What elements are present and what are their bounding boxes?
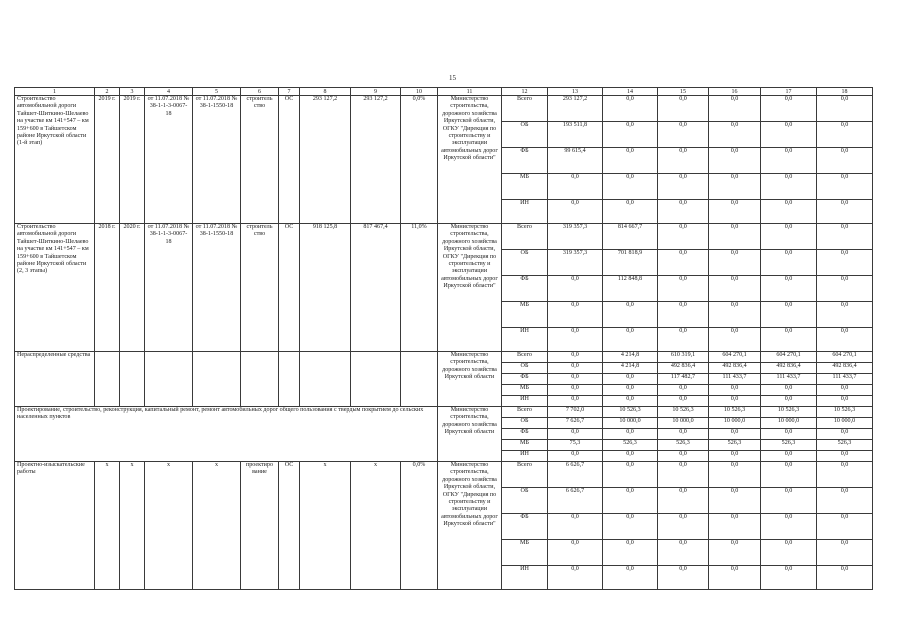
funding-value: 0,0 [761,96,817,122]
work-type: проектиро вание [241,462,279,590]
funding-value: 0,0 [761,396,817,407]
funding-value: 492 836,4 [658,363,709,374]
funding-source: ОБ [502,418,548,429]
table-row [15,407,873,418]
funding-value: 10 526,3 [761,407,817,418]
funding-value: 526,3 [603,440,658,451]
funding-source: ОБ [502,250,548,276]
funding-value: 0,0 [817,328,873,352]
column-number-8: 8 [300,88,351,96]
funding-value: 0,0 [603,302,658,328]
funding-value: 0,0 [658,328,709,352]
funding-value: 0,0 [761,302,817,328]
funding-value: 0,0 [817,396,873,407]
funding-value: 814 667,7 [603,224,658,250]
funding-value: 0,0 [761,540,817,566]
funding-source: ИН [502,451,548,462]
funding-value: 0,0 [603,396,658,407]
funding-value: 0,0 [548,302,603,328]
funding-source: МБ [502,174,548,200]
funding-value: 10 526,3 [709,407,761,418]
funding-value: 0,0 [603,429,658,440]
funding-value: 0,0 [709,328,761,352]
column-number-4: 4 [145,88,193,96]
funding-value: 0,0 [603,514,658,540]
funding-value: 10 000,0 [603,418,658,429]
empty-cell [95,352,120,407]
funding-value: 0,0 [709,148,761,174]
funding-value: 0,0 [603,200,658,224]
funding-value: 111 433,7 [817,374,873,385]
funding-value: 117 482,7 [658,374,709,385]
funding-value: 0,0 [658,488,709,514]
funding-source: Всего [502,224,548,250]
funding-value: 0,0 [817,540,873,566]
funding-value: 10 000,0 [658,418,709,429]
funding-value: 0,0 [709,566,761,590]
funding-value: 0,0 [603,374,658,385]
empty-cell [145,352,193,407]
responsible-executor: Министерство строительства, дорожного хозяйства Иркутской области, ОГКУ "Дирекция по строительству и эксплуатации автомобильных дорог Иркутской области" [438,96,502,224]
column-number-7: 7 [279,88,300,96]
funding-value: 0,0 [548,328,603,352]
end-year: 2020 г. [120,224,145,352]
funding-source: Всего [502,96,548,122]
funding-value: 6 626,7 [548,462,603,488]
funding-value: 0,0 [761,451,817,462]
funding-value: 0,0 [658,224,709,250]
funding-value: 0,0 [709,174,761,200]
funding-value: 0,0 [548,514,603,540]
funding-value: 0,0 [817,429,873,440]
funding-value: 0,0 [548,200,603,224]
empty-cell [279,352,300,407]
funding-value: 10 526,3 [817,407,873,418]
funding-value: 0,0 [603,488,658,514]
funding-value: 193 511,8 [548,122,603,148]
funding-value: 0,0 [709,514,761,540]
table-row [15,352,873,363]
funding-value: 0,0 [603,385,658,396]
funding-source: ФБ [502,429,548,440]
funding-value: 0,0 [761,276,817,302]
object-status: ОС [279,462,300,590]
funding-source: ФБ [502,276,548,302]
funding-value: 0,0 [761,566,817,590]
column-number-2: 2 [95,88,120,96]
funding-value: 0,0 [658,396,709,407]
funding-value: 0,0 [709,276,761,302]
construction-permit: от 11.07.2018 № 38-1-1550-18 [193,224,241,352]
funding-value: 0,0 [603,96,658,122]
funding-value: 0,0 [658,385,709,396]
project-name: Проектно-изыскательские работы [15,462,95,590]
funding-value: 0,0 [658,462,709,488]
funding-value: 10 526,3 [658,407,709,418]
funding-value: 526,3 [817,440,873,451]
funding-source: Всего [502,407,548,418]
funding-source: ОБ [502,122,548,148]
column-number-9: 9 [351,88,401,96]
funding-value: 0,0 [817,488,873,514]
funding-value: 0,0 [658,122,709,148]
funding-value: 0,0 [817,385,873,396]
funding-value: 0,0 [548,566,603,590]
empty-cell [401,352,438,407]
column-number-18: 18 [817,88,873,96]
empty-cell [300,352,351,407]
funding-value: 0,0 [817,276,873,302]
estimated-cost: x [300,462,351,590]
funding-value: 0,0 [548,429,603,440]
funding-value: 0,0 [548,385,603,396]
funding-value: 0,0 [761,224,817,250]
responsible-executor: Министерство строительства, дорожного хозяйства Иркутской области [438,407,502,462]
funding-value: 0,0 [658,514,709,540]
funding-value: 0,0 [761,514,817,540]
funding-value: 112 848,8 [603,276,658,302]
funding-source: МБ [502,440,548,451]
funding-value: 0,0 [658,96,709,122]
funding-value: 0,0 [709,302,761,328]
funding-value: 4 214,8 [603,363,658,374]
funding-value: 0,0 [603,566,658,590]
expertise-conclusion: x [145,462,193,590]
column-number-12: 12 [502,88,548,96]
funding-value: 0,0 [658,250,709,276]
funding-value: 0,0 [603,540,658,566]
funding-value: 0,0 [817,462,873,488]
funding-source: ФБ [502,514,548,540]
funding-value: 0,0 [817,514,873,540]
construction-permit: от 11.07.2018 № 38-1-1550-18 [193,96,241,224]
funding-value: 0,0 [817,302,873,328]
funding-value: 0,0 [658,540,709,566]
funding-source: Всего [502,462,548,488]
funding-value: 0,0 [817,148,873,174]
funding-value: 526,3 [658,440,709,451]
column-number-6: 6 [241,88,279,96]
funding-value: 0,0 [603,328,658,352]
remaining-cost: 293 127,2 [351,96,401,224]
funding-value: 0,0 [817,224,873,250]
funding-value: 0,0 [603,148,658,174]
funding-value: 319 357,3 [548,250,603,276]
funding-value: 492 836,4 [817,363,873,374]
readiness-percent: 11,0% [401,224,438,352]
readiness-percent: 0,0% [401,462,438,590]
funding-value: 0,0 [603,174,658,200]
column-number-row [15,88,873,96]
start-year: x [95,462,120,590]
expertise-conclusion: от 11.07.2018 № 38-1-1-3-0067-18 [145,224,193,352]
funding-value: 0,0 [709,540,761,566]
funding-source: ОБ [502,363,548,374]
funding-value: 610 319,1 [658,352,709,363]
responsible-executor: Министерство строительства, дорожного хозяйства Иркутской области, ОГКУ "Дирекция по строительству и эксплуатации автомобильных дорог Иркутской области" [438,224,502,352]
funding-value: 0,0 [658,276,709,302]
start-year: 2018 г. [95,224,120,352]
funding-value: 492 836,4 [761,363,817,374]
funding-value: 0,0 [603,122,658,148]
column-number-1: 1 [15,88,95,96]
funding-value: 0,0 [709,385,761,396]
funding-value: 4 214,8 [603,352,658,363]
funding-value: 0,0 [709,122,761,148]
funding-value: 7 702,0 [548,407,603,418]
empty-cell [193,352,241,407]
funding-source: МБ [502,302,548,328]
funding-value: 604 270,1 [817,352,873,363]
funding-source: Всего [502,352,548,363]
column-number-17: 17 [761,88,817,96]
funding-value: 0,0 [761,174,817,200]
work-type: строитель ство [241,96,279,224]
funding-value: 0,0 [761,328,817,352]
start-year: 2019 г. [95,96,120,224]
column-number-5: 5 [193,88,241,96]
funding-value: 6 626,7 [548,488,603,514]
funding-value: 10 000,0 [761,418,817,429]
funding-value: 0,0 [548,540,603,566]
expertise-conclusion: от 11.07.2018 № 38-1-1-3-0067-18 [145,96,193,224]
funding-value: 0,0 [658,451,709,462]
responsible-executor: Министерство строительства, дорожного хозяйства Иркутской области, ОГКУ "Дирекция по строительству и эксплуатации автомобильных дорог Иркутской области" [438,462,502,590]
funding-value: 0,0 [709,396,761,407]
funding-value: 0,0 [817,250,873,276]
activity-name: Нераспределенные средства [15,352,95,407]
funding-value: 319 357,3 [548,224,603,250]
funding-value: 0,0 [658,200,709,224]
funding-value: 293 127,2 [548,96,603,122]
funding-value: 0,0 [709,451,761,462]
funding-value: 7 626,7 [548,418,603,429]
funding-value: 99 615,4 [548,148,603,174]
funding-value: 0,0 [761,200,817,224]
funding-value: 0,0 [709,462,761,488]
funding-value: 0,0 [761,462,817,488]
table-row [15,462,873,488]
column-number-13: 13 [548,88,603,96]
funding-value: 0,0 [709,200,761,224]
end-year: x [120,462,145,590]
funding-value: 0,0 [761,488,817,514]
funding-value: 0,0 [817,200,873,224]
construction-permit: x [193,462,241,590]
table-row [15,224,873,250]
funding-value: 0,0 [548,374,603,385]
estimated-cost: 293 127,2 [300,96,351,224]
funding-value: 0,0 [548,451,603,462]
funding-value: 0,0 [658,566,709,590]
column-number-16: 16 [709,88,761,96]
funding-source: МБ [502,540,548,566]
funding-value: 0,0 [548,174,603,200]
funding-value: 0,0 [603,462,658,488]
column-number-11: 11 [438,88,502,96]
funding-value: 0,0 [658,174,709,200]
column-number-14: 14 [603,88,658,96]
project-name: Строительство автомобильной дороги Тайшет-Шиткино-Шелаево на участке км 141+547 – км 159+600 в Тайшетском районе Иркутской области (2, 3 этапы) [15,224,95,352]
funding-value: 701 818,9 [603,250,658,276]
funding-value: 0,0 [817,451,873,462]
funding-value: 0,0 [761,122,817,148]
column-number-3: 3 [120,88,145,96]
funding-value: 0,0 [817,566,873,590]
funding-value: 0,0 [548,276,603,302]
project-name: Строительство автомобильной дороги Тайшет-Шиткино-Шелаево на участке км 141+547 – км 159+600 в Тайшетском районе Иркутской области (1-й этап) [15,96,95,224]
page-number: 15 [449,74,456,82]
funding-source: ИН [502,200,548,224]
activity-name: Проектирование, строительство, реконструкция, капитальный ремонт, ремонт автомобильных дорог общего пользования с твердым покрытием до сельских населенных пунктов [15,407,438,462]
remaining-cost: 817 467,4 [351,224,401,352]
funding-value: 604 270,1 [709,352,761,363]
estimated-cost: 918 125,8 [300,224,351,352]
funding-value: 10 000,0 [709,418,761,429]
funding-value: 0,0 [709,250,761,276]
funding-value: 526,3 [709,440,761,451]
funding-value: 0,0 [817,122,873,148]
funding-value: 0,0 [603,451,658,462]
work-type: строитель ство [241,224,279,352]
funding-value: 0,0 [548,352,603,363]
funding-value: 0,0 [761,385,817,396]
funding-value: 0,0 [709,224,761,250]
funding-source: ИН [502,566,548,590]
funding-source: ФБ [502,374,548,385]
funding-value: 111 433,7 [761,374,817,385]
funding-value: 0,0 [761,148,817,174]
funding-value: 0,0 [709,429,761,440]
funding-source: ИН [502,328,548,352]
column-number-15: 15 [658,88,709,96]
funding-source: МБ [502,385,548,396]
funding-value: 0,0 [548,363,603,374]
empty-cell [120,352,145,407]
object-status: ОС [279,224,300,352]
funding-value: 0,0 [817,174,873,200]
funding-value: 111 433,7 [709,374,761,385]
object-status: ОС [279,96,300,224]
funding-value: 10 526,3 [603,407,658,418]
funding-value: 0,0 [658,429,709,440]
funding-value: 0,0 [817,96,873,122]
funding-value: 0,0 [761,250,817,276]
funding-value: 0,0 [658,302,709,328]
funding-source: ИН [502,396,548,407]
program-table [14,87,873,590]
funding-value: 526,3 [761,440,817,451]
empty-cell [351,352,401,407]
funding-value: 10 000,0 [817,418,873,429]
funding-value: 0,0 [658,148,709,174]
empty-cell [241,352,279,407]
funding-value: 0,0 [709,488,761,514]
readiness-percent: 0,0% [401,96,438,224]
funding-value: 604 270,1 [761,352,817,363]
funding-value: 75,3 [548,440,603,451]
funding-value: 0,0 [548,396,603,407]
column-number-10: 10 [401,88,438,96]
funding-source: ФБ [502,148,548,174]
remaining-cost: x [351,462,401,590]
funding-value: 0,0 [709,96,761,122]
funding-value: 492 836,4 [709,363,761,374]
end-year: 2019 г. [120,96,145,224]
funding-source: ОБ [502,488,548,514]
responsible-executor: Министерство строительства, дорожного хозяйства Иркутской области [438,352,502,407]
table-row [15,96,873,122]
funding-value: 0,0 [761,429,817,440]
